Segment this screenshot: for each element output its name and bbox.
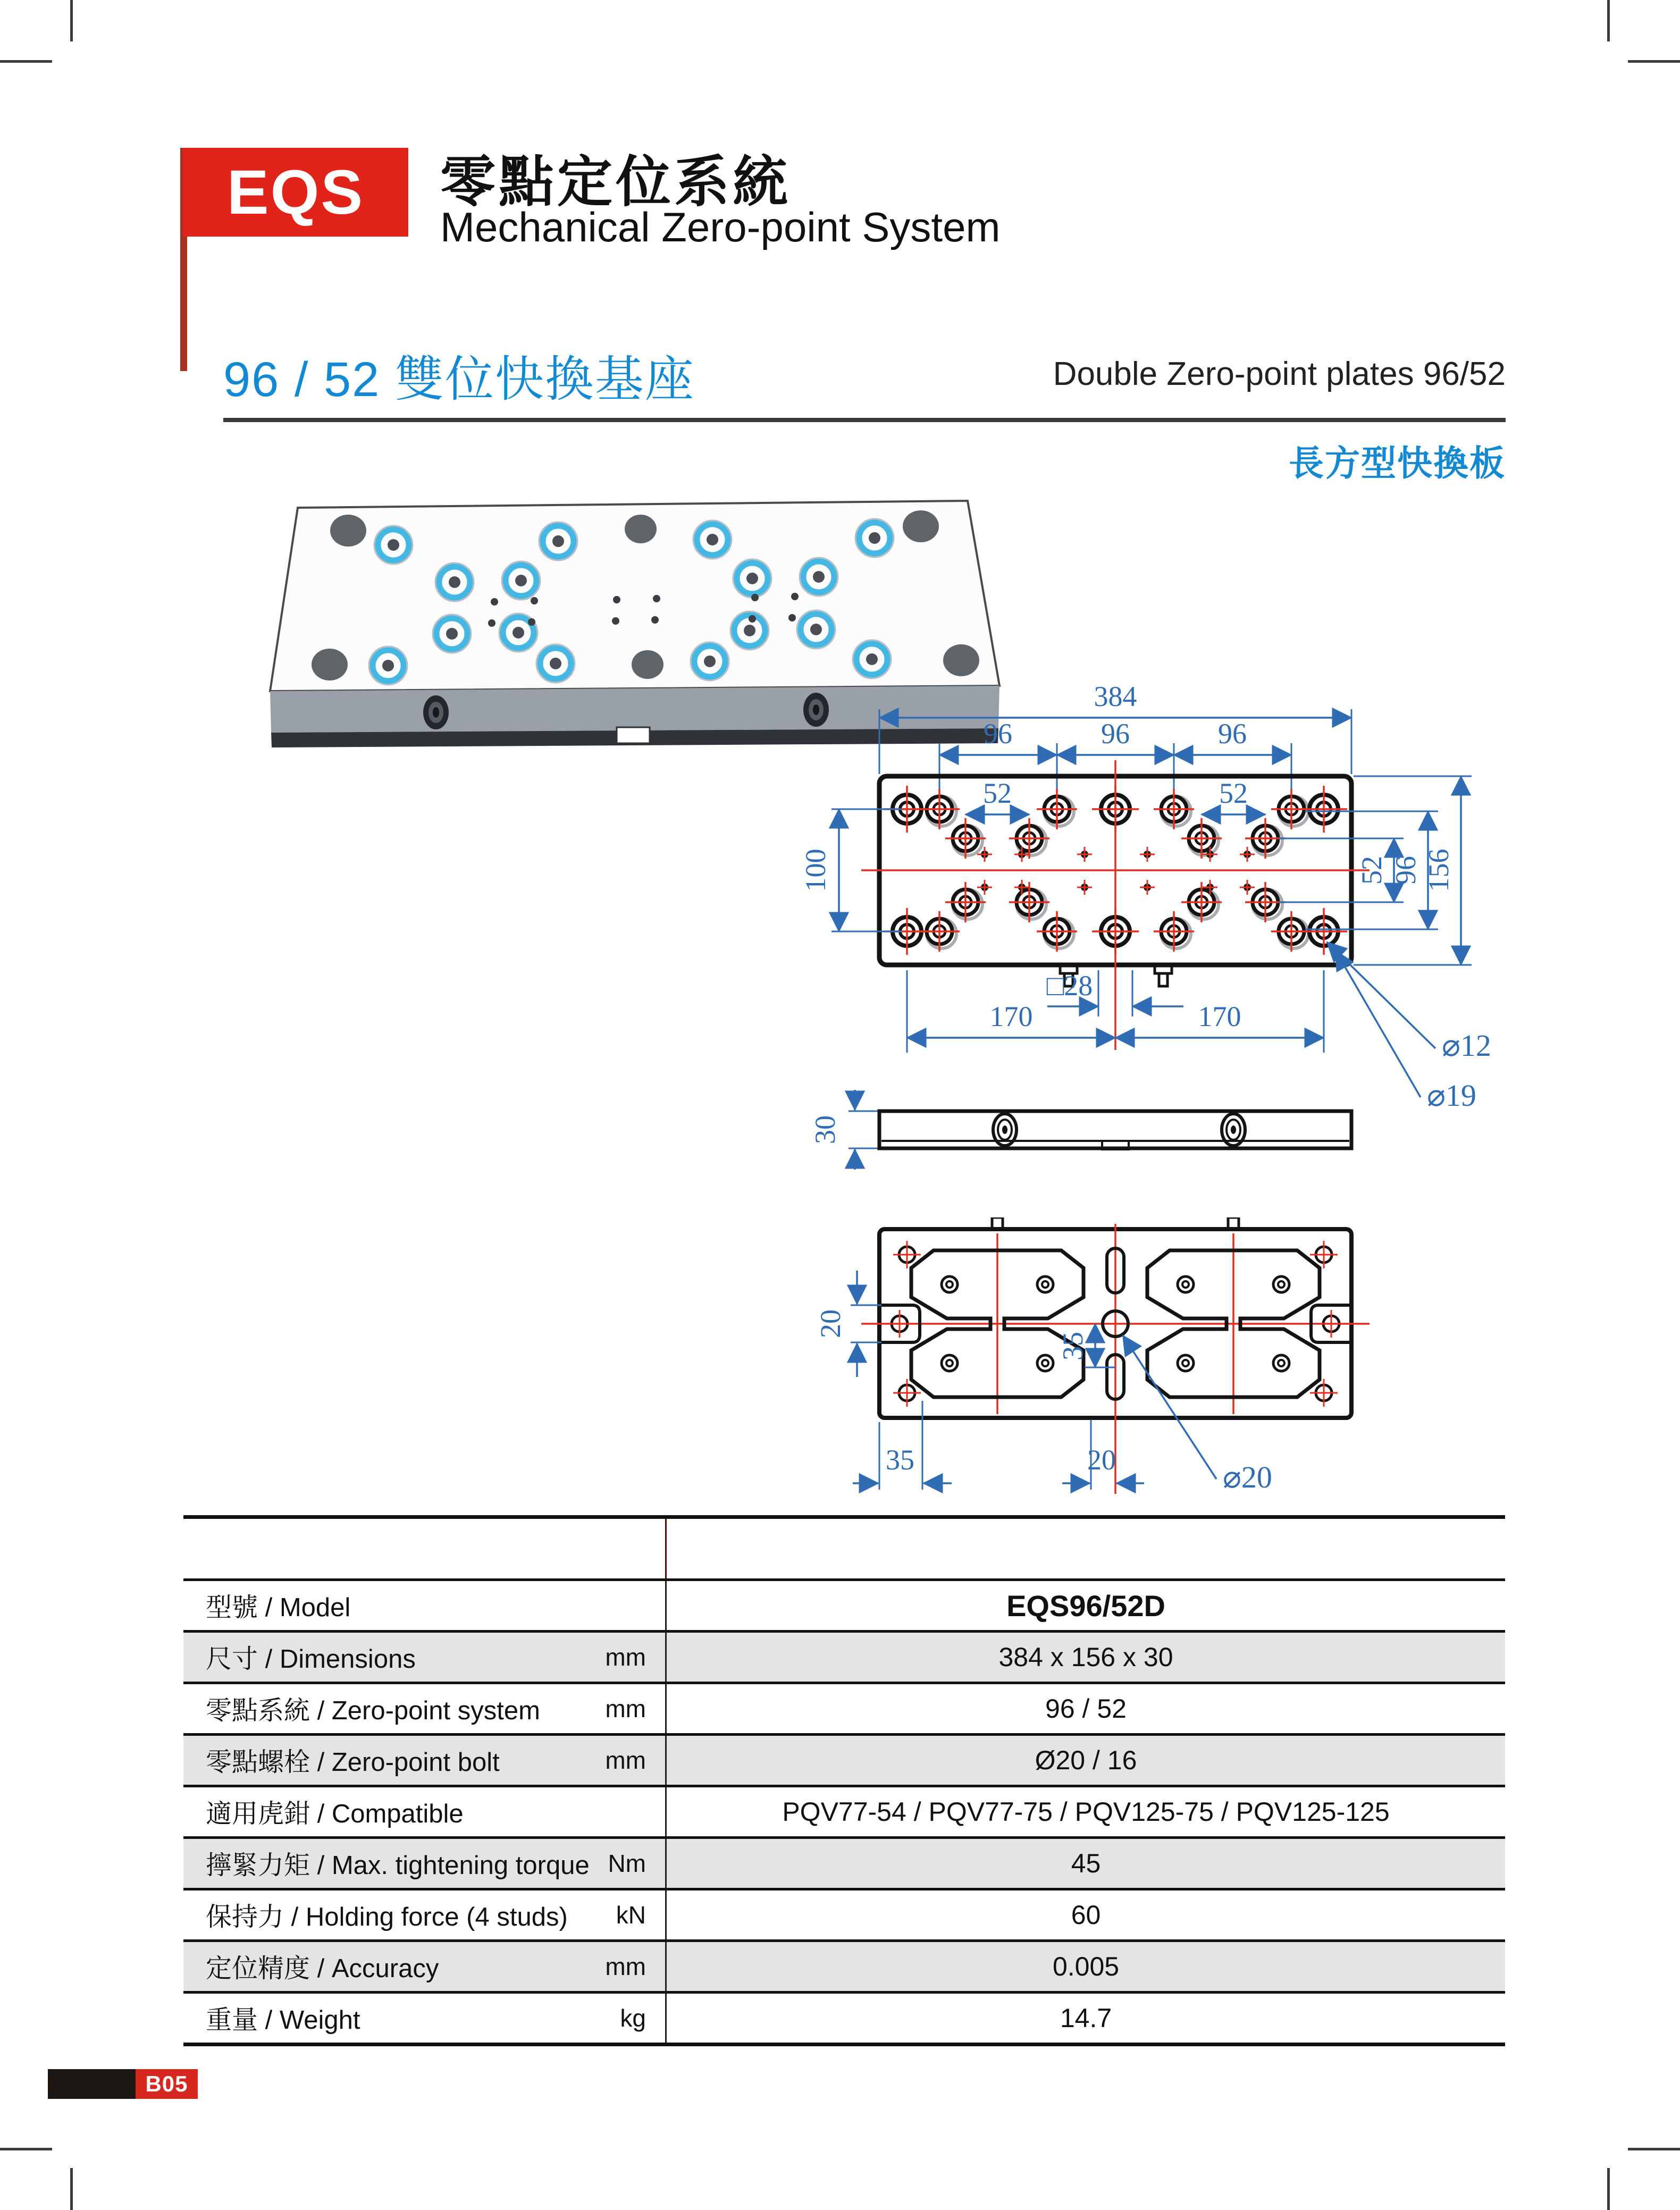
spec-value: 384 x 156 x 30 xyxy=(998,1642,1173,1672)
bottom-view-drawing xyxy=(797,1217,1579,1526)
spec-value: 60 xyxy=(1071,1900,1101,1930)
spec-label-cell xyxy=(183,1890,667,1939)
spec-row-weight xyxy=(183,1994,1505,2043)
spec-label: 定位精度 / Accuracy xyxy=(206,1954,439,1983)
spec-value: PQV77-54 / PQV77-75 / PQV125-75 / PQV125-125 xyxy=(782,1797,1390,1827)
spec-value: EQS96/52D xyxy=(1006,1589,1165,1623)
side-bolt-icon xyxy=(993,1114,1017,1146)
spec-row-compatible xyxy=(183,1787,1505,1839)
section-divider xyxy=(223,418,1506,422)
dim-thickness-30: 30 xyxy=(809,1115,841,1144)
dim-inner-right: 52 xyxy=(1219,777,1248,809)
dim-inner-left: 52 xyxy=(983,777,1012,809)
spec-value: 45 xyxy=(1071,1848,1101,1878)
crop-mark-bottom-right-v xyxy=(1607,2168,1610,2210)
page-title-zh: 零點定位系統 xyxy=(440,152,792,213)
order-no-value: 64905 xyxy=(1044,1532,1128,1566)
spec-label: 零點系統 / Zero-point system xyxy=(206,1696,540,1725)
dim-span-right: 170 xyxy=(1198,1001,1241,1032)
dim-height-100: 100 xyxy=(800,848,831,892)
section-heading-en: Double Zero-point plates 96/52 xyxy=(1053,356,1506,392)
dim-dia-19: ⌀19 xyxy=(1427,1078,1476,1113)
spec-row-holding-force xyxy=(183,1890,1505,1942)
spec-value: Ø20 / 16 xyxy=(1035,1745,1137,1775)
spec-label: 適用虎鉗 / Compatible xyxy=(206,1800,464,1828)
dim-right-156: 156 xyxy=(1423,848,1455,892)
section-heading-zh: 96 / 52 雙位快換基座 xyxy=(223,352,695,407)
spec-unit: mm xyxy=(605,1643,646,1671)
crop-mark-top-right-v xyxy=(1607,0,1610,41)
section-subtitle-zh: 長方型快換板 xyxy=(1289,443,1506,483)
spec-value: 96 / 52 xyxy=(1045,1694,1127,1724)
spec-unit: mm xyxy=(605,1953,646,1980)
dim-pitch-b: 96 xyxy=(1101,718,1130,750)
dim-center-20: 20 xyxy=(1087,1444,1116,1476)
dim-pitch-a: 96 xyxy=(984,718,1012,750)
spec-label: 重量 / Weight xyxy=(206,2006,360,2035)
dim-edge-35: 35 xyxy=(886,1444,914,1476)
spec-unit: Nm xyxy=(608,1850,646,1877)
clamp-bolt-icon xyxy=(423,695,449,729)
spec-label: 零點螺栓 / Zero-point bolt xyxy=(206,1748,500,1777)
spec-label: 尺寸 / Dimensions xyxy=(206,1645,416,1674)
spec-row-zero-point-bolt xyxy=(183,1736,1505,1787)
spec-label: 擰緊力矩 / Max. tightening torque xyxy=(206,1851,590,1880)
brand-logo-text: EQS xyxy=(226,157,365,228)
dim-inner-35: 35 xyxy=(1057,1332,1089,1360)
spec-label-cell xyxy=(183,1994,667,2043)
side-bolt-icon xyxy=(1222,1114,1245,1146)
spec-unit: mm xyxy=(605,1746,646,1774)
spec-label-cell xyxy=(183,1633,667,1682)
page-title-en: Mechanical Zero-point System xyxy=(440,204,1001,250)
crop-mark-top-right-h xyxy=(1628,60,1680,63)
crop-mark-bottom-left-v xyxy=(70,2168,73,2210)
spec-row-model xyxy=(183,1581,1505,1633)
spec-table-body xyxy=(183,1581,1505,2043)
spec-header-row xyxy=(183,1519,1505,1581)
crop-mark-top-left-h xyxy=(0,60,52,63)
brand-flag xyxy=(183,148,408,237)
spec-value: 14.7 xyxy=(1060,2003,1112,2033)
spec-header-label-cell xyxy=(183,1519,667,1578)
dim-dia-12: ⌀12 xyxy=(1442,1028,1491,1063)
spec-label-cell xyxy=(183,1787,667,1836)
spec-label-cell xyxy=(183,1684,667,1733)
spec-label-cell xyxy=(183,1736,667,1785)
dim-right-52: 52 xyxy=(1356,856,1388,885)
spec-label: 保持力 / Holding force (4 studs) xyxy=(206,1903,568,1931)
dim-span-left: 170 xyxy=(989,1001,1033,1032)
spec-row-zero-point-system xyxy=(183,1684,1505,1736)
spec-unit: kg xyxy=(620,2004,646,2032)
spec-row-max-tightening-torque xyxy=(183,1839,1505,1890)
dim-dia-20: ⌀20 xyxy=(1223,1460,1272,1494)
dim-right-96: 96 xyxy=(1390,856,1422,885)
spec-value: 0.005 xyxy=(1052,1952,1120,1981)
crop-mark-top-left-v xyxy=(70,0,73,41)
footer-bar xyxy=(48,2069,136,2099)
spec-label-cell xyxy=(183,1942,667,1991)
crop-mark-bottom-right-h xyxy=(1628,2148,1680,2150)
spec-label-cell xyxy=(183,1839,667,1888)
spec-label-cell xyxy=(183,1581,667,1630)
page-code: B05 xyxy=(145,2071,188,2096)
footer-page-badge xyxy=(136,2069,198,2099)
dim-notch-20: 20 xyxy=(814,1309,846,1338)
spec-label: 型號 / Model xyxy=(206,1593,351,1622)
order-no-label: 訂購編號 / Order No. xyxy=(206,1536,452,1565)
spec-unit: mm xyxy=(605,1695,646,1722)
spec-unit: kN xyxy=(616,1901,646,1929)
crop-mark-bottom-left-h xyxy=(0,2148,52,2150)
dim-square-28: □28 xyxy=(1046,970,1093,1002)
spec-row-accuracy xyxy=(183,1942,1505,1994)
spec-table xyxy=(183,1515,1505,2046)
dim-pitch-c: 96 xyxy=(1218,718,1247,750)
dim-overall-width: 384 xyxy=(1094,680,1137,712)
spec-row-dimensions xyxy=(183,1633,1505,1684)
